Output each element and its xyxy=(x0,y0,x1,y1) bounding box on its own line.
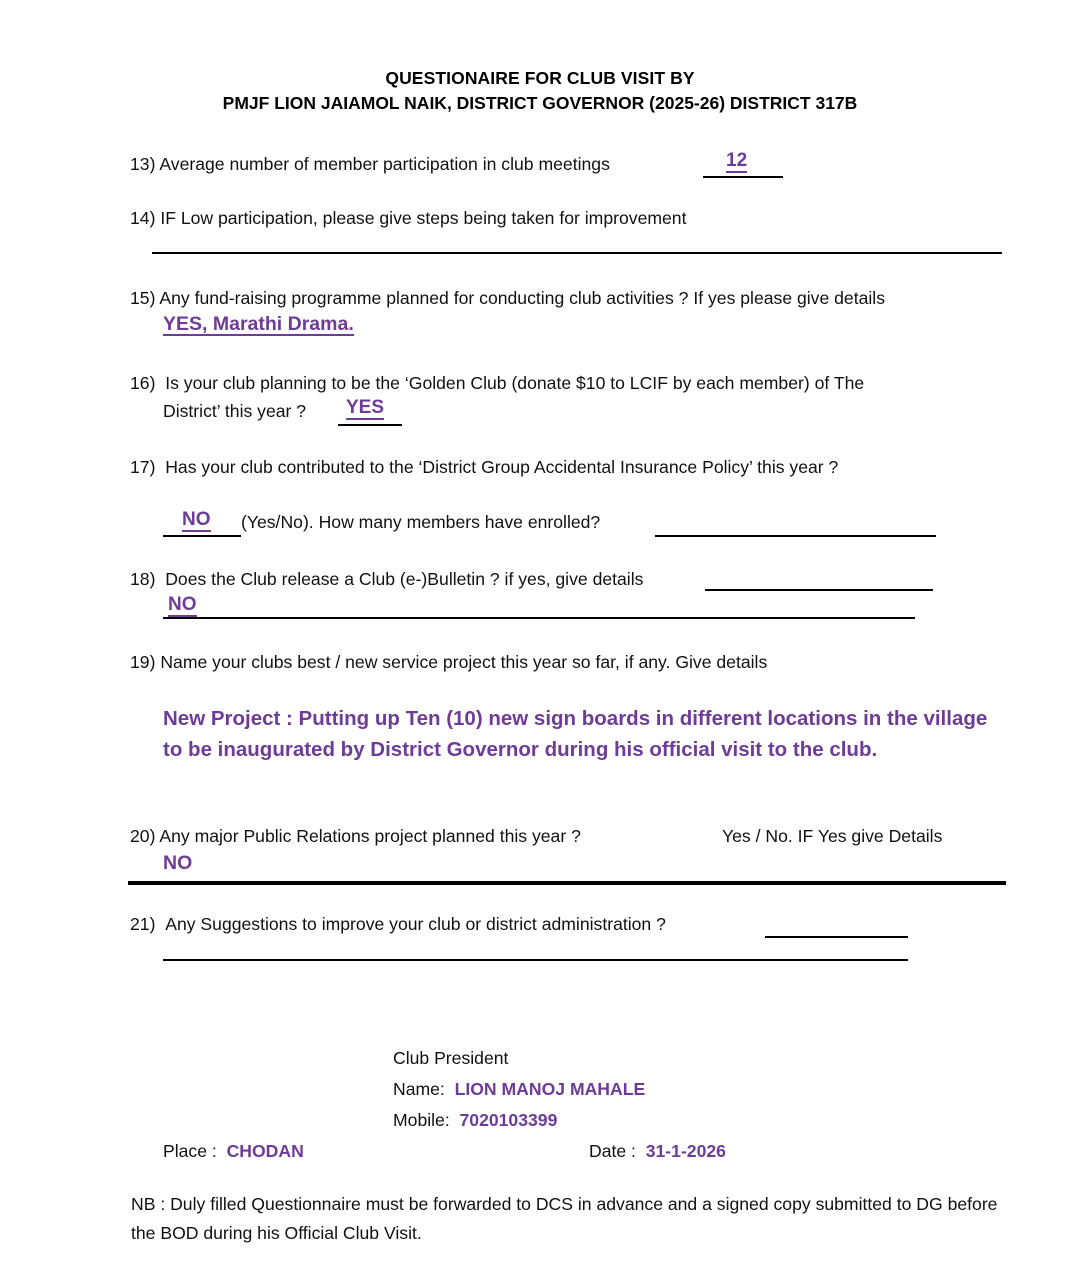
question-13-answer-value: 12 xyxy=(726,150,748,171)
signature-role-label: Club President xyxy=(393,1048,509,1068)
question-20-answer[interactable] xyxy=(163,852,192,875)
place-value: CHODAN xyxy=(226,1141,304,1161)
question-21-number: 21) xyxy=(130,914,156,934)
question-16-text-line2: District’ this year ? xyxy=(163,401,307,421)
question-20 xyxy=(130,823,581,849)
question-18-details-line[interactable] xyxy=(705,589,933,591)
question-20-text: Any major Public Relations project planned this year ? xyxy=(159,826,581,846)
signature-name-value: LION MANOJ MAHALE xyxy=(454,1079,646,1099)
footer-note: NB : Duly filled Questionnaire must be forwarded to DCS in advance and a signed copy submitted to DG before the BOD during his Official Club Visit. xyxy=(131,1194,998,1243)
question-17-followup xyxy=(241,509,600,535)
question-13-answer-rule xyxy=(703,176,783,178)
question-14-answer-line[interactable] xyxy=(152,252,1002,254)
date-value: 31-1-2026 xyxy=(645,1141,726,1161)
question-18-number: 18) xyxy=(130,569,156,589)
place-label: Place : xyxy=(163,1141,217,1161)
question-14-number: 14) xyxy=(130,208,156,228)
question-20-options[interactable] xyxy=(722,823,942,849)
question-18-answer-value: NO xyxy=(168,594,197,615)
question-17-answer[interactable] xyxy=(182,509,211,532)
question-17-followup-text: (Yes/No). How many members have enrolled? xyxy=(241,512,601,532)
question-16-answer[interactable] xyxy=(346,397,384,420)
question-17-text: Has your club contributed to the ‘District Group Accidental Insurance Policy’ this year ? xyxy=(165,457,839,477)
question-18-answer-line[interactable] xyxy=(163,617,915,619)
question-17 xyxy=(130,454,838,480)
question-15-answer[interactable] xyxy=(163,313,354,336)
question-19-number: 19) xyxy=(130,652,156,672)
signature-role xyxy=(393,1043,508,1074)
signature-name-label: Name: xyxy=(393,1079,445,1099)
question-19-text: Name your clubs best / new service project this year so far, if any. Give details xyxy=(160,652,768,672)
question-16-text-line1: Is your club planning to be the ‘Golden Club (donate $10 to LCIF by each member) of The xyxy=(165,373,865,393)
question-20-answer-value: NO xyxy=(163,852,193,874)
question-16-number: 16) xyxy=(130,373,156,393)
question-15-text: Any fund-raising programme planned for conducting club activities ? If yes please give details xyxy=(159,288,886,308)
question-19 xyxy=(130,649,767,675)
signature-name-row xyxy=(393,1074,645,1105)
question-20-number: 20) xyxy=(130,826,156,846)
question-16-line1 xyxy=(130,370,864,396)
section-divider-rule xyxy=(128,881,1006,885)
question-17-answer-value: NO xyxy=(182,509,211,530)
question-18 xyxy=(130,566,643,592)
question-21 xyxy=(130,911,666,937)
question-20-options-text: Yes / No. IF Yes give Details xyxy=(722,826,943,846)
question-14-text: IF Low participation, please give steps being taken for improvement xyxy=(160,208,687,228)
page-title-line1: QUESTIONAIRE FOR CLUB VISIT BY xyxy=(385,68,695,88)
question-21-answer-line-1[interactable] xyxy=(765,936,908,938)
question-13-number: 13) xyxy=(130,154,156,174)
document-header xyxy=(0,0,1080,116)
question-19-answer[interactable]: New Project : Putting up Ten (10) new sign boards in different locations in the village to be inaugurated by District Governor during his official visit to the club. xyxy=(163,707,988,761)
question-17-enrolled-line[interactable] xyxy=(655,535,936,537)
question-16-line2 xyxy=(163,398,306,424)
signature-mobile-value: 7020103399 xyxy=(459,1110,558,1130)
question-17-number: 17) xyxy=(130,457,156,477)
signature-mobile-row xyxy=(393,1105,557,1136)
signature-mobile-label: Mobile: xyxy=(393,1110,450,1130)
question-21-answer-line-2[interactable] xyxy=(163,959,908,961)
question-18-answer[interactable] xyxy=(168,594,197,617)
question-13-text: Average number of member participation in club meetings xyxy=(159,154,610,174)
question-14 xyxy=(130,205,686,231)
page-title-line2: PMJF LION JAIAMOL NAIK, DISTRICT GOVERNOR (2025-26) DISTRICT 317B xyxy=(222,93,858,113)
question-15-number: 15) xyxy=(130,288,156,308)
question-16-answer-value: YES xyxy=(346,397,385,418)
question-15 xyxy=(130,285,885,311)
question-17-answer-rule xyxy=(163,535,241,537)
question-18-text: Does the Club release a Club (e-)Bulletin ? if yes, give details xyxy=(165,569,644,589)
date-row xyxy=(589,1136,726,1167)
date-label: Date : xyxy=(589,1141,636,1161)
question-13-answer[interactable] xyxy=(726,150,747,173)
question-16-answer-rule xyxy=(338,424,402,426)
place-row xyxy=(163,1136,304,1167)
question-15-answer-value: YES, Marathi Drama. xyxy=(163,313,354,335)
question-21-text: Any Suggestions to improve your club or district administration ? xyxy=(165,914,666,934)
question-13 xyxy=(130,151,610,177)
